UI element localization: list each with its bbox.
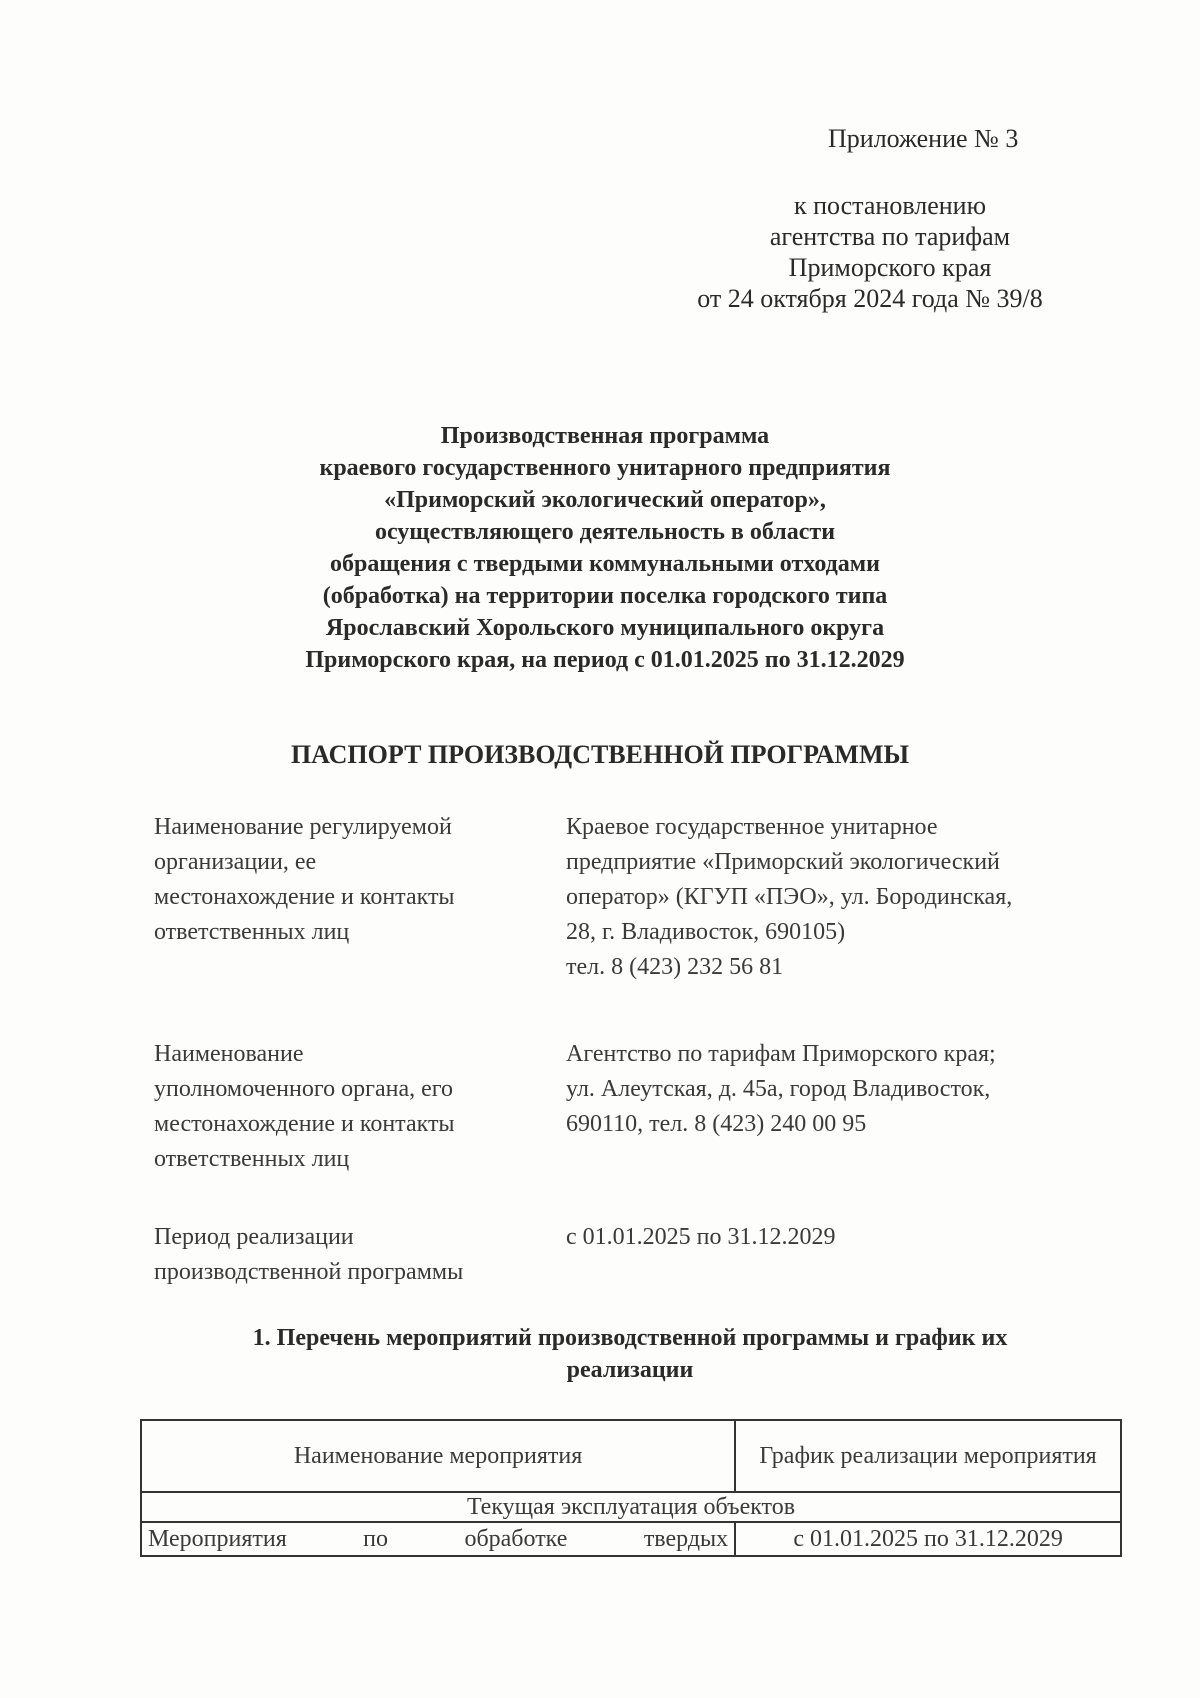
section-heading-line: 1. Перечень мероприятий производственной программы и график их: [252, 1325, 1008, 1351]
passport-label: [154, 810, 524, 950]
label-line: производственной программы: [154, 1259, 464, 1285]
title-line: Производственная программа: [440, 423, 770, 449]
label-line: уполномоченного органа, его: [154, 1076, 454, 1102]
passport-value: [566, 1037, 1106, 1142]
appendix-reference: [697, 190, 1080, 314]
event-schedule-cell: с 01.01.2025 по 31.12.2029: [735, 1522, 1121, 1556]
value-line: предприятие «Приморский экологический: [566, 849, 1000, 875]
passport-heading: ПАСПОРТ ПРОИЗВОДСТВЕННОЙ ПРОГРАММЫ: [290, 740, 910, 769]
table-subheader-row: [141, 1492, 1121, 1522]
label-line: ответственных лиц: [154, 1146, 350, 1172]
column-header-name: Наименование мероприятия: [141, 1420, 735, 1492]
title-line: (обработка) на территории поселка городского типа: [322, 583, 888, 609]
title-line: осуществляющего деятельность в области: [374, 519, 836, 545]
title-line: краевого государственного унитарного предприятия: [319, 455, 891, 481]
passport-value: [566, 810, 1106, 985]
passport-value: [566, 1220, 1106, 1255]
label-line: местонахождение и контакты: [154, 1111, 455, 1137]
value-line: Краевое государственное унитарное: [566, 814, 938, 840]
appendix-line: агентства по тарифам: [769, 222, 1011, 251]
label-line: организации, ее: [154, 849, 317, 875]
section-heading-line: реализации: [566, 1357, 694, 1383]
value-line: с 01.01.2025 по 31.12.2029: [566, 1224, 836, 1250]
label-line: Период реализации: [154, 1224, 354, 1250]
appendix-line: от 24 октября 2024 года № 39/8: [697, 284, 1043, 313]
appendix-number: Приложение № 3: [828, 124, 1019, 153]
value-line: оператор» (КГУП «ПЭО», ул. Бородинская,: [566, 884, 1013, 910]
title-line: обращения с твердыми коммунальными отходами: [330, 551, 880, 577]
section-heading: [150, 1322, 1110, 1386]
column-header-schedule: График реализации мероприятия: [735, 1420, 1121, 1492]
value-line: 28, г. Владивосток, 690105): [566, 919, 846, 945]
label-line: местонахождение и контакты: [154, 884, 455, 910]
value-line: ул. Алеутская, д. 45а, город Владивосток,: [566, 1076, 991, 1102]
event-name-cell: Мероприятия по обработке твердых: [141, 1522, 735, 1556]
table-header-row: [141, 1420, 1121, 1492]
appendix-line: Приморского края: [788, 253, 992, 282]
value-line: тел. 8 (423) 232 56 81: [566, 954, 784, 980]
title-line: «Приморский экологический оператор»,: [384, 487, 826, 513]
value-line: 690110, тел. 8 (423) 240 00 95: [566, 1111, 867, 1137]
value-line: Агентство по тарифам Приморского края;: [566, 1041, 996, 1067]
events-table: [140, 1419, 1122, 1557]
passport-label: [154, 1037, 524, 1177]
label-line: Наименование: [154, 1041, 304, 1067]
appendix-line: к постановлению: [793, 191, 987, 220]
table-subheader: Текущая эксплуатация объектов: [141, 1492, 1121, 1522]
passport-label: [154, 1220, 524, 1290]
title-line: Приморского края, на период с 01.01.2025 по 31.12.2029: [305, 647, 905, 673]
label-line: Наименование регулируемой: [154, 814, 452, 840]
label-line: ответственных лиц: [154, 919, 350, 945]
title-line: Ярославский Хорольского муниципального округа: [325, 615, 885, 641]
document-title: [230, 420, 980, 676]
table-row: [141, 1522, 1121, 1556]
